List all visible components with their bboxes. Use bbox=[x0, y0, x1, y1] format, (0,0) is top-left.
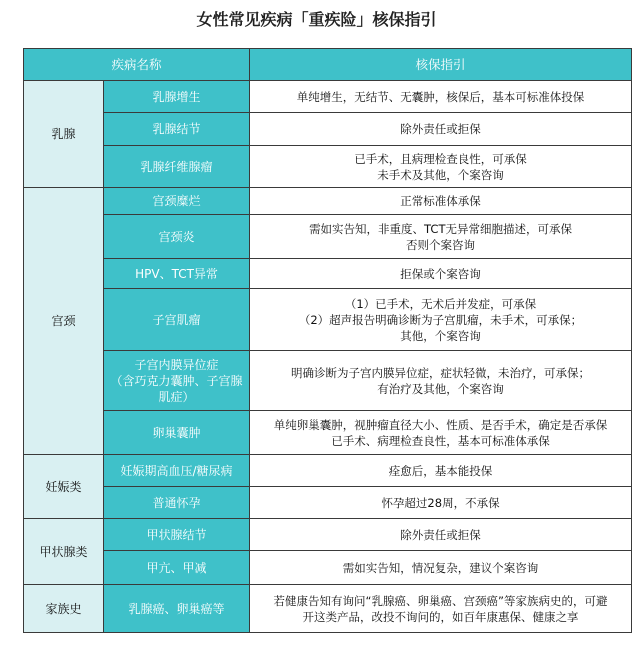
category-cell: 妊娠类 bbox=[24, 455, 104, 519]
guide-cell: 需如实告知，非重度、TCT无异常细胞描述，可承保 否则个案咨询 bbox=[250, 215, 632, 259]
guide-cell: 单纯卵巢囊肿，视肿瘤直径大小、性质、是否手术，确定是否承保 已手术、病理检查良性，基本可标准体承保 bbox=[250, 411, 632, 455]
guide-cell: 已手术，且病理检查良性，可承保 未手术及其他，个案咨询 bbox=[250, 146, 632, 188]
disease-cell: 卵巢囊肿 bbox=[104, 411, 250, 455]
guide-cell: （1）已手术，无术后并发症，可承保 （2）超声报告明确诊断为子宫肌瘤，未手术，可承保； 其他，个案咨询 bbox=[250, 289, 632, 351]
disease-cell: HPV、TCT异常 bbox=[104, 259, 250, 289]
guide-cell: 除外责任或拒保 bbox=[250, 519, 632, 551]
disease-cell: 子宫肌瘤 bbox=[104, 289, 250, 351]
table-row bbox=[24, 487, 632, 519]
disease-cell: 子宫内膜异位症 （含巧克力囊肿、子宫腺 肌症） bbox=[104, 351, 250, 411]
disease-cell: 乳腺结节 bbox=[104, 113, 250, 146]
underwriting-guide-table bbox=[23, 48, 632, 633]
category-cell: 家族史 bbox=[24, 585, 104, 633]
table-row bbox=[24, 215, 632, 259]
header-underwriting-guide: 核保指引 bbox=[250, 49, 632, 81]
disease-cell: 甲状腺结节 bbox=[104, 519, 250, 551]
guide-cell: 若健康告知有询问“乳腺癌、卵巢癌、宫颈癌”等家族病史的，可避 开这类产品，改投不询问的，如百年康惠保、健康之享 bbox=[250, 585, 632, 633]
guide-cell: 明确诊断为子宫内膜异位症，症状轻微，未治疗，可承保； 有治疗及其他，个案咨询 bbox=[250, 351, 632, 411]
category-cell: 乳腺 bbox=[24, 81, 104, 188]
table-row bbox=[24, 519, 632, 551]
disease-cell: 宫颈糜烂 bbox=[104, 188, 250, 215]
table-row bbox=[24, 146, 632, 188]
table-row bbox=[24, 351, 632, 411]
disease-cell: 乳腺纤维腺瘤 bbox=[104, 146, 250, 188]
table-row bbox=[24, 585, 632, 633]
disease-cell: 乳腺癌、卵巢癌等 bbox=[104, 585, 250, 633]
table-row bbox=[24, 259, 632, 289]
table-row bbox=[24, 289, 632, 351]
table-header-row bbox=[24, 49, 632, 81]
category-cell: 宫颈 bbox=[24, 188, 104, 455]
guide-cell: 正常标准体承保 bbox=[250, 188, 632, 215]
table-row bbox=[24, 411, 632, 455]
guide-cell: 单纯增生，无结节、无囊肿，核保后，基本可标准体投保 bbox=[250, 81, 632, 113]
page-title: 女性常见疾病「重疾险」核保指引 bbox=[196, 10, 437, 29]
disease-cell: 乳腺增生 bbox=[104, 81, 250, 113]
guide-cell: 痊愈后，基本能投保 bbox=[250, 455, 632, 487]
disease-cell: 宫颈炎 bbox=[104, 215, 250, 259]
guide-cell: 拒保或个案咨询 bbox=[250, 259, 632, 289]
table-row bbox=[24, 455, 632, 487]
guide-cell: 怀孕超过28周，不承保 bbox=[250, 487, 632, 519]
table-row bbox=[24, 81, 632, 113]
disease-cell: 甲亢、甲减 bbox=[104, 551, 250, 585]
table-row bbox=[24, 188, 632, 215]
guide-cell: 除外责任或拒保 bbox=[250, 113, 632, 146]
category-cell: 甲状腺类 bbox=[24, 519, 104, 585]
disease-cell: 普通怀孕 bbox=[104, 487, 250, 519]
table-row bbox=[24, 113, 632, 146]
table-row bbox=[24, 551, 632, 585]
guide-cell: 需如实告知，情况复杂，建议个案咨询 bbox=[250, 551, 632, 585]
header-disease-name: 疾病名称 bbox=[24, 49, 250, 81]
disease-cell: 妊娠期高血压/糖尿病 bbox=[104, 455, 250, 487]
